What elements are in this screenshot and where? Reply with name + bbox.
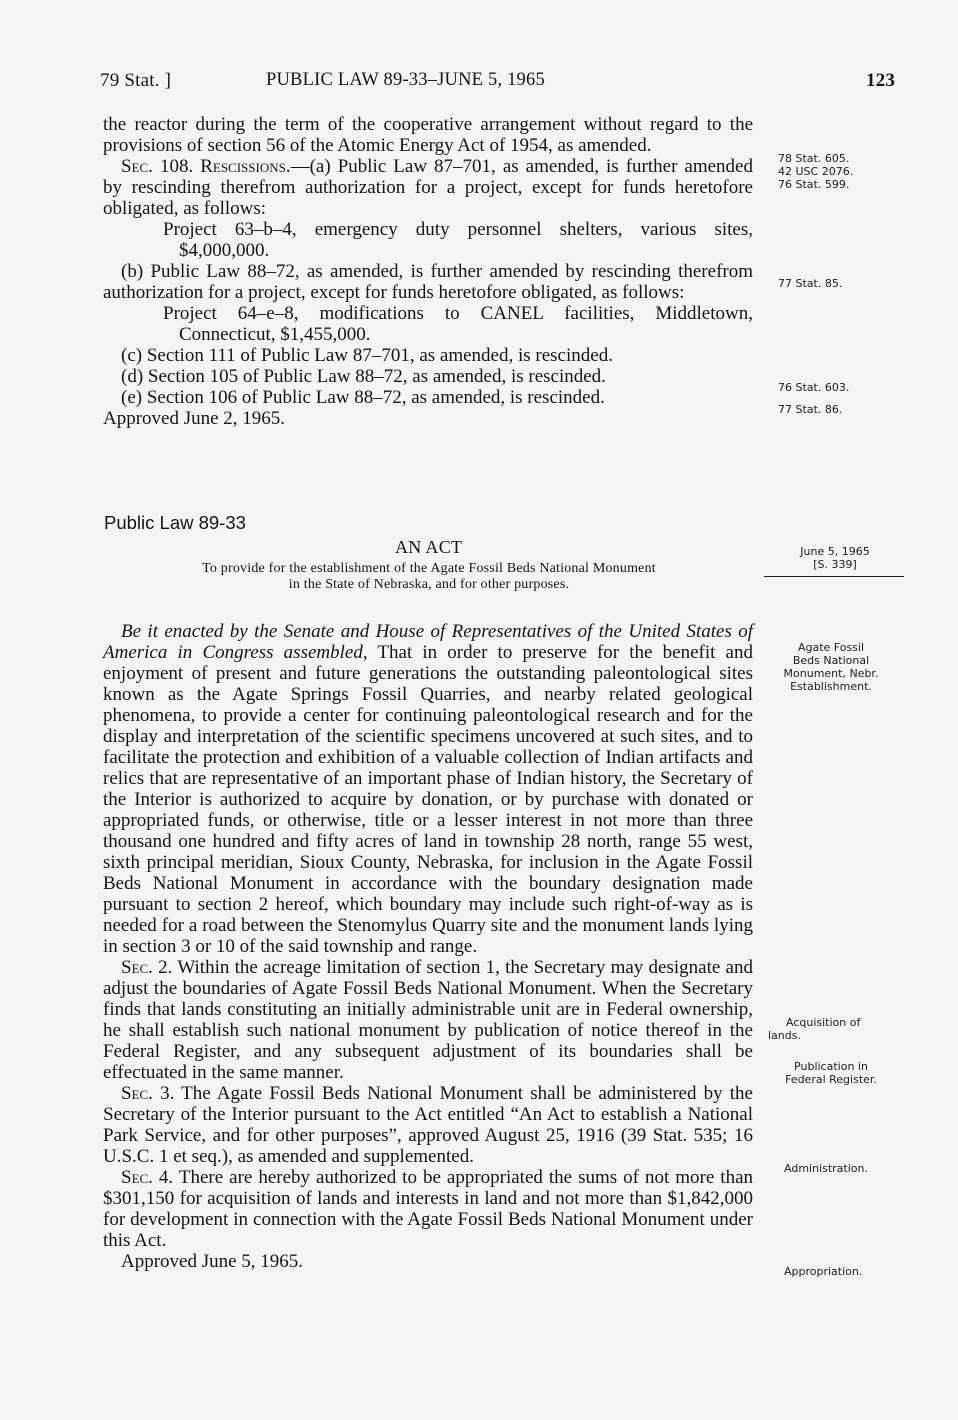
margin-est-line-1: Agate Fossil: [797, 641, 865, 654]
act-body: [103, 621, 753, 1272]
purpose-line-2: in the State of Nebraska, and for other purposes.: [288, 577, 570, 592]
section-3: [103, 1083, 753, 1167]
paragraph-reactor: the reactor during the term of the cooperative arrangement without regard to the provisions of section 56 of the Atomic Energy Act of 1954, as amended.: [103, 114, 753, 156]
margin-pub-line-1: Publication in: [794, 1060, 868, 1073]
margin-acquisition: [768, 1016, 860, 1042]
section-3-label: Sec. 3.: [121, 1083, 175, 1104]
act-heading: AN ACT: [395, 537, 463, 557]
paragraph-c: (c) Section 111 of Public Law 87–701, as amended, is rescinded.: [121, 345, 613, 366]
section-2-text: Within the acreage limitation of section 1, the Secretary may designate and adjust the boundaries of Agate Fossil Beds National Monument. When the Secretary finds that lands constituting an initially administrable unit are in Federal ownership, he shall establish such national monument by publication of notice thereof in the Federal Register, and any subsequent adjustment of its boundaries shall be effectuated in the same manner.: [103, 957, 753, 1083]
margin-cite-77stat86: 77 Stat. 86.: [778, 403, 843, 416]
approved-june-2: Approved June 2, 1965.: [103, 408, 286, 429]
margin-pub-line-2: Federal Register.: [785, 1073, 877, 1086]
paragraph-b: (b) Public Law 88–72, as amended, is further amended by rescinding therefrom authorization for a project, except for funds heretofore obligated, as follows:: [103, 261, 753, 303]
paragraph-d: (d) Section 105 of Public Law 88–72, as amended, is rescinded.: [121, 366, 606, 387]
page-number: 123: [866, 70, 896, 91]
paragraph-e: (e) Section 106 of Public Law 88–72, as amended, is rescinded.: [121, 387, 605, 408]
margin-cite-76stat603: 76 Stat. 603.: [778, 381, 850, 394]
margin-appropriation: Appropriation.: [784, 1265, 863, 1278]
header-volume: 79 Stat. ]: [100, 70, 172, 91]
project-64: Project 64–e–8, modifications to CANEL facilities, Middletown, Connecticut, $1,455,000.: [163, 303, 753, 345]
margin-acq-line-1: Acquisition of: [786, 1016, 861, 1029]
margin-establishment: [766, 641, 896, 693]
margin-date: June 5, 1965: [800, 545, 870, 558]
margin-cite-42usc: 42 USC 2076.: [778, 165, 854, 178]
margin-citation-group: [778, 152, 853, 191]
header-title: PUBLIC LAW 89-33–JUNE 5, 1965: [266, 70, 545, 90]
enacting-clause: Be it enacted by the Senate and House of Representatives of the United States of America in Congress assembled,: [103, 621, 753, 663]
act-purpose: [104, 561, 754, 593]
margin-est-line-3: Monument, Nebr.: [783, 667, 879, 680]
section-4: [103, 1167, 753, 1251]
margin-cite-77stat85: 77 Stat. 85.: [778, 277, 843, 290]
approved-june-5: Approved June 5, 1965.: [121, 1251, 304, 1272]
margin-rule: [764, 576, 904, 577]
section-2-label: Sec. 2.: [121, 957, 173, 978]
margin-bill-number: [S. 339]: [813, 558, 857, 571]
section-4-text: There are hereby authorized to be appropriated the sums of not more than $301,150 for acquisition of lands and interests in land and not more than $1,842,000 for development in connection with the Agate Fossil Beds National Monument under this Act.: [103, 1167, 754, 1251]
public-law-label: Public Law 89-33: [104, 512, 246, 533]
sec108-text: —(a) Public Law 87–701, as amended, is further amended by rescinding therefrom authorization for a project, except for funds heretofore obligated, as follows:: [103, 156, 753, 219]
section-1: [103, 621, 753, 957]
margin-publication: [766, 1060, 896, 1086]
margin-acq-line-2: lands.: [768, 1029, 801, 1042]
margin-date-bill: [775, 545, 895, 571]
margin-cite-78stat: 78 Stat. 605.: [778, 152, 850, 165]
section-4-label: Sec. 4.: [121, 1167, 174, 1188]
section-1-text: That in order to preserve for the benefit and enjoyment of present and future generations the outstanding paleontological sites known as the Agate Springs Fossil Quarries, and nearby related geological phenomena, to provide a center for continuing paleontological research and for the display and interpretation of the scientific specimens uncovered at such sites, and to facilitate the protection and exhibition of a valuable collection of Indian artifacts and relics that are representative of an important phase of Indian history, the Secretary of the Interior is authorized to acquire by donation, or by purchase with donated or appropriated funds, or otherwise, title or a lesser interest in not more than three thousand one hundred and fifty acres of land in township 28 north, range 55 west, sixth principal meridian, Sioux County, Nebraska, for inclusion in the Agate Fossil Beds National Monument in accordance with the boundary designation made pursuant to section 2 hereof, which boundary may include such right-of-way as is needed for a road between the Stenomylus Quarry site and the monument lands lying in section 3 or 10 of the said township and range.: [103, 642, 753, 957]
section-2: [103, 957, 753, 1083]
paragraph-sec108: [103, 156, 753, 219]
margin-est-line-2: Beds National: [792, 654, 870, 667]
margin-cite-76stat599: 76 Stat. 599.: [778, 178, 850, 191]
top-text-block: [103, 114, 753, 429]
margin-est-line-4: Establishment.: [790, 680, 872, 693]
project-63: Project 63–b–4, emergency duty personnel shelters, various sites, $4,000,000.: [163, 219, 753, 261]
sec108-label: Sec. 108. Rescissions.: [121, 156, 291, 177]
purpose-line-1: To provide for the establishment of the Agate Fossil Beds National Monument: [202, 561, 656, 576]
margin-administration: Administration.: [784, 1162, 868, 1175]
section-3-text: The Agate Fossil Beds National Monument shall be administered by the Secretary of the Interior pursuant to the Act entitled “An Act to establish a National Park Service, and for other purposes”, approved August 25, 1916 (39 Stat. 535; 16 U.S.C. 1 et seq.), as amended and supplemented.: [103, 1083, 753, 1167]
